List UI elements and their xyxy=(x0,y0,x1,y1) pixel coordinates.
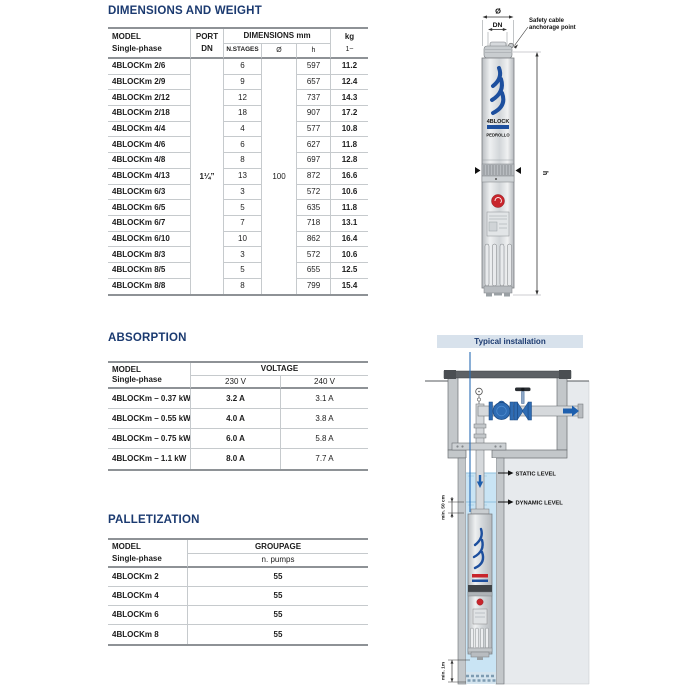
pump-dia-label: Ø xyxy=(495,6,501,16)
palletization-title: PALLETIZATION xyxy=(108,514,200,526)
dimensions-row-h: 635 xyxy=(296,200,330,216)
static-level-label: STATIC LEVEL xyxy=(515,471,556,478)
dimensions-row-kg: 12.5 xyxy=(330,263,368,279)
dimensions-row-kg: 16.4 xyxy=(330,232,368,248)
t1-header-h: h xyxy=(296,44,330,59)
dimensions-row-h: 657 xyxy=(296,75,330,91)
pump-h-label: h xyxy=(541,170,548,176)
dimensions-row-h: 799 xyxy=(296,279,330,295)
dimensions-row-h: 872 xyxy=(296,169,330,185)
dimensions-row-kg: 15.4 xyxy=(330,279,368,295)
t3-header-model-sub: Single-phase xyxy=(112,553,162,563)
t1-header-weight-label: kg xyxy=(344,32,355,42)
inflow-arrow-right-icon xyxy=(516,167,522,174)
pump-dn-label: DN xyxy=(492,22,503,29)
t1-header-stages: N.STAGES xyxy=(223,44,261,59)
installation-figure xyxy=(425,348,700,688)
pump-safety-label-1: Safety cable xyxy=(529,18,565,24)
motor-red-logo-icon xyxy=(492,195,505,208)
absorption-row-model: 4BLOCKm – 1.1 kW xyxy=(112,454,187,463)
dimensions-row-stages: 3 xyxy=(223,185,261,201)
absorption-row-230v: 3.2 A xyxy=(190,389,280,409)
pump-model-wordmark: 4BLOCK xyxy=(486,119,510,125)
dimensions-row-stages: 5 xyxy=(223,200,261,216)
dimensions-row-h: 697 xyxy=(296,153,330,169)
palletization-row-pumps: 55 xyxy=(187,625,368,644)
dimensions-row-kg: 11.8 xyxy=(330,137,368,153)
t3-header-model xyxy=(108,540,187,568)
absorption-row-230v: 4.0 A xyxy=(190,409,280,429)
dimensions-row-kg: 16.6 xyxy=(330,169,368,185)
dimensions-row-model: 4BLOCKm 8/5 xyxy=(108,263,190,279)
t2-header-voltage-group: VOLTAGE xyxy=(190,363,368,376)
dimensions-row-kg: 10.6 xyxy=(330,185,368,201)
inflow-arrow-left-icon xyxy=(475,167,481,174)
dimensions-row-h: 597 xyxy=(296,59,330,75)
palletization-row-model: 4BLOCKm 6 xyxy=(108,606,187,625)
dimensions-row-model: 4BLOCKm 2/18 xyxy=(108,106,190,122)
pump-safety-label-2: anchorage point xyxy=(529,25,576,31)
dimensions-row-kg: 11.2 xyxy=(330,59,368,75)
dimensions-row-stages: 13 xyxy=(223,169,261,185)
absorption-row-model: 4BLOCKm – 0.55 kW xyxy=(108,409,190,429)
dimensions-title: DIMENSIONS AND WEIGHT xyxy=(108,5,262,17)
pressure-gauge-icon xyxy=(476,388,483,404)
t1-header-port-sub: DN xyxy=(201,44,213,53)
dimensions-row-model: 4BLOCKm 6/10 xyxy=(108,232,190,248)
dimensions-row-stages: 6 xyxy=(223,137,261,153)
dimensions-row-kg: 10.6 xyxy=(330,247,368,263)
dimensions-row-stages: 5 xyxy=(223,263,261,279)
absorption-row-230v: 8.0 A xyxy=(190,449,280,469)
absorption-row-model: 4BLOCKm – 0.75 kW xyxy=(108,429,190,449)
dimensions-diameter-value: 100 xyxy=(261,59,296,294)
dimensions-row-model: 4BLOCKm 4/8 xyxy=(108,153,190,169)
dimensions-row-h: 655 xyxy=(296,263,330,279)
pump-body-drawing xyxy=(475,42,521,297)
dimensions-row-h: 572 xyxy=(296,247,330,263)
absorption-title: ABSORPTION xyxy=(108,332,187,344)
t2-header-model xyxy=(108,363,190,389)
dimensions-row-stages: 4 xyxy=(223,122,261,138)
dimensions-row-stages: 8 xyxy=(223,279,261,295)
dimensions-row-stages: 9 xyxy=(223,75,261,91)
dimensions-row-model: 4BLOCKm 8/3 xyxy=(108,247,190,263)
dimensions-row-stages: 18 xyxy=(223,106,261,122)
dimensions-row-stages: 3 xyxy=(223,247,261,263)
dimensions-row-stages: 7 xyxy=(223,216,261,232)
absorption-row-240v: 3.8 A xyxy=(280,409,368,429)
palletization-row-model: 4BLOCKm 2 xyxy=(108,568,187,587)
absorption-row-model: 4BLOCKm – 0.37 kW xyxy=(108,389,190,409)
t1-header-diameter: Ø xyxy=(261,44,296,59)
t2-header-240v: 240 V xyxy=(280,376,368,389)
absorption-row-240v: 7.7 A xyxy=(280,449,368,469)
check-valve-icon xyxy=(489,401,514,420)
t1-header-model-label: MODEL xyxy=(112,32,141,41)
t3-header-groupage: GROUPAGE xyxy=(187,540,368,554)
min-immersion-label: min. 50 cm xyxy=(441,495,447,520)
dimensions-row-h: 907 xyxy=(296,106,330,122)
dimensions-row-stages: 10 xyxy=(223,232,261,248)
absorption-table xyxy=(108,361,368,471)
palletization-table xyxy=(108,538,368,646)
palletization-row-model: 4BLOCKm 8 xyxy=(112,629,159,639)
t1-header-weight xyxy=(330,29,368,59)
dimensions-row-h: 627 xyxy=(296,137,330,153)
pump-label-strip xyxy=(487,125,509,129)
dimensions-row-kg: 12.8 xyxy=(330,153,368,169)
dimensions-row-kg: 13.1 xyxy=(330,216,368,232)
min-bottom-clearance-label: min. 1m xyxy=(441,661,447,681)
soil-section xyxy=(504,381,589,684)
dimensions-row-stages: 12 xyxy=(223,90,261,106)
dimensions-row-h: 572 xyxy=(296,185,330,201)
dimensions-row-kg: 11.8 xyxy=(330,200,368,216)
dimensions-row-stages: 8 xyxy=(223,153,261,169)
t1-header-port xyxy=(190,29,223,59)
dimensions-row-model: 4BLOCKm 2/9 xyxy=(108,75,190,91)
t3-header-n-pumps: n. pumps xyxy=(187,554,368,568)
dimensions-row-model: 4BLOCKm 4/6 xyxy=(108,137,190,153)
dimensions-row-h: 737 xyxy=(296,90,330,106)
dynamic-level-label: DYNAMIC LEVEL xyxy=(515,500,563,507)
dimensions-row-model: 4BLOCKm 4/4 xyxy=(108,122,190,138)
t1-header-dimensions-group: DIMENSIONS mm xyxy=(223,29,330,44)
dimensions-row-kg: 14.3 xyxy=(330,90,368,106)
absorption-row-240v: 5.8 A xyxy=(280,429,368,449)
dimensions-row-h: 862 xyxy=(296,232,330,248)
dimensions-row-model: 4BLOCKm 8/8 xyxy=(112,281,166,291)
dimensions-row-model: 4BLOCKm 4/13 xyxy=(108,169,190,185)
dimensions-port-value: 1¼” xyxy=(190,59,223,294)
pump-figure xyxy=(438,5,598,310)
dimensions-row-model: 4BLOCKm 2/12 xyxy=(108,90,190,106)
dimensions-row-h: 718 xyxy=(296,216,330,232)
dimensions-row-kg: 12.4 xyxy=(330,75,368,91)
t2-header-230v: 230 V xyxy=(190,376,280,389)
well-head-plate xyxy=(452,443,506,450)
pump-brand-wordmark: PEDROLLO xyxy=(486,132,510,138)
dimensions-table xyxy=(108,27,368,296)
absorption-row-230v: 6.0 A xyxy=(190,429,280,449)
palletization-row-pumps: 55 xyxy=(187,568,368,587)
dimensions-row-model: 4BLOCKm 6/7 xyxy=(108,216,190,232)
t1-header-port-label: PORT xyxy=(195,32,219,41)
t2-header-model-label: MODEL xyxy=(112,364,141,374)
t3-header-model-label: MODEL xyxy=(112,542,141,552)
dimensions-row-model: 4BLOCKm 6/5 xyxy=(108,200,190,216)
dimensions-row-stages: 6 xyxy=(223,59,261,75)
absorption-row-240v: 3.1 A xyxy=(280,389,368,409)
palletization-row-model: 4BLOCKm 4 xyxy=(108,587,187,606)
dimensions-row-kg: 17.2 xyxy=(330,106,368,122)
palletization-row-pumps: 55 xyxy=(187,587,368,606)
well-gravel-bed xyxy=(466,672,496,684)
t1-header-model xyxy=(108,29,190,59)
dimensions-row-kg: 10.8 xyxy=(330,122,368,138)
dimensions-row-model: 4BLOCKm 2/6 xyxy=(108,59,190,75)
t1-header-model-sub: Single-phase xyxy=(112,44,162,53)
dimensions-row-h: 577 xyxy=(296,122,330,138)
t2-header-model-sub: Single-phase xyxy=(112,375,162,385)
installation-figure-title: Typical installation xyxy=(437,335,583,348)
palletization-row-pumps: 55 xyxy=(187,606,368,625)
submerged-pump-drawing xyxy=(468,509,492,660)
dimensions-row-model: 4BLOCKm 6/3 xyxy=(108,185,190,201)
t1-header-weight-sub: 1~ xyxy=(345,45,354,53)
